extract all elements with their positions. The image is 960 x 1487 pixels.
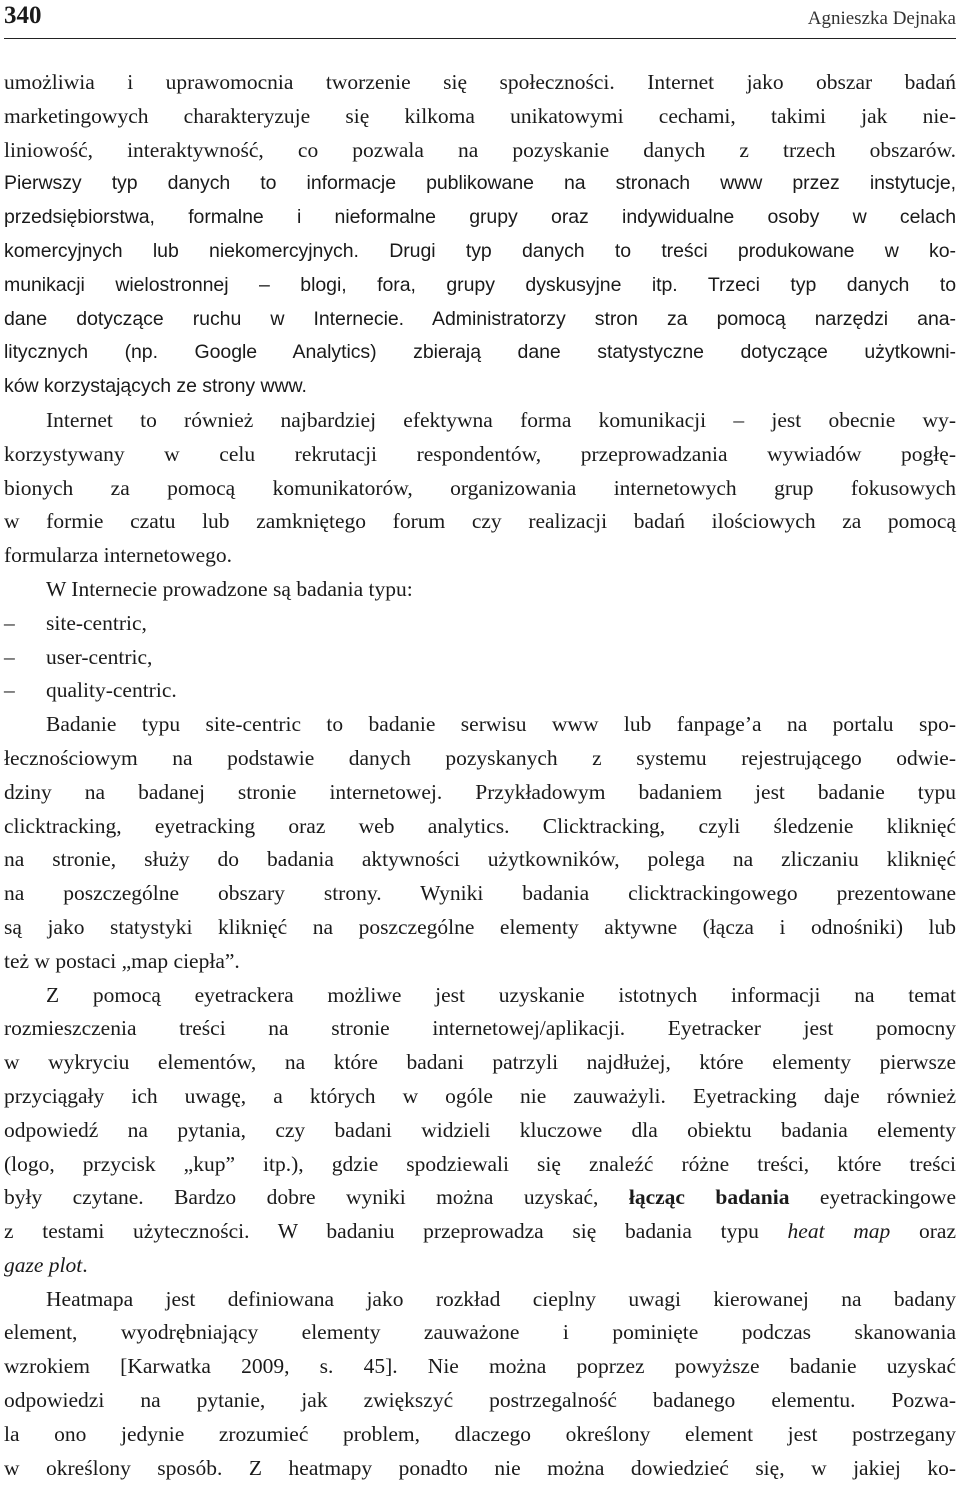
text-run: były czytane. Bardzo dobre wyniki można uzyskać, [4, 1185, 629, 1210]
dash-list [4, 607, 956, 708]
dash-bullet: – [4, 644, 15, 669]
body-text [4, 66, 956, 1485]
dash-bullet: – [4, 678, 15, 703]
paragraph [4, 66, 956, 404]
running-header [4, 0, 956, 39]
text-line: rozmieszczenia treści na stronie internetowej/aplikacji. Eyetracker jest pomocny [4, 1016, 956, 1041]
text-line: dane dotyczące ruchu w Internecie. Administratorzy stron za pomocą narzędzi ana- [4, 307, 956, 330]
text-line: na stronie, służy do badania aktywności użytkowników, polega na zliczaniu kliknięć [4, 847, 956, 872]
paragraph [4, 1283, 956, 1486]
text-line: przyciągały ich uwagę, a których w ogóle nie zauważyli. Eyetracking daje również [4, 1083, 956, 1108]
text-line: bionych za pomocą komunikatorów, organizowania internetowych grup fokusowych [4, 475, 956, 500]
list-item [4, 674, 956, 708]
text-line [4, 1215, 956, 1249]
text-line: Badanie typu site-centric to badanie serwisu www lub fanpage’a na portalu spo- [46, 712, 956, 737]
italic-term: gaze plot [4, 1252, 83, 1277]
text-line: w określony sposób. Z heatmapy ponadto nie można dowiedzieć się, w jakiej ko- [4, 1455, 956, 1480]
text-line: Internet to również najbardziej efektywna forma komunikacji – jest obecnie wy- [46, 407, 956, 432]
text-line: Pierwszy typ danych to informacje publikowane na stronach www przez instytucje, [4, 172, 956, 195]
text-line: ków korzystających ze strony www. [4, 375, 307, 398]
text-line: formularza internetowego. [4, 543, 233, 568]
text-line: są jako statystyki kliknięć na poszczególne elementy aktywne (łącza i odnośniki) lub [4, 914, 956, 939]
dash-bullet: – [4, 610, 15, 635]
text-line: łecznościowym na podstawie danych pozyskanych z systemu rejestrującego odwie- [4, 745, 956, 770]
text-line: odpowiedź na pytania, czy badani widzieli kluczowe dla obiektu badania elementy [4, 1117, 956, 1142]
text-line: element, wyodrębniający elementy zauważone i pominięte podczas skanowania [4, 1320, 956, 1345]
text-line: munikacji wielostronnej – blogi, fora, grupy dyskusyjne itp. Trzeci typ danych to [4, 273, 956, 296]
text-line: (logo, przycisk „kup” itp.), gdzie spodziewali się znaleźć różne treści, które treści [4, 1151, 956, 1176]
paragraph [4, 979, 956, 1283]
text-line: clicktracking, eyetracking oraz web analytics. Clicktracking, czyli śledzenie kliknięć [4, 813, 956, 838]
paragraph [4, 573, 956, 607]
paragraph [4, 708, 956, 978]
text-run: oraz [890, 1219, 957, 1244]
text-line: W Internecie prowadzone są badania typu: [46, 576, 413, 601]
text-run: eyetrackingowe [789, 1185, 956, 1210]
text-line: korzystywany w celu rekrutacji respondentów, przeprowadzania wywiadów pogłę- [4, 441, 956, 466]
page [4, 0, 957, 1480]
paragraph [4, 404, 956, 573]
list-item [4, 607, 956, 641]
text-line: w formie czatu lub zamkniętego forum czy realizacji badań ilościowych za pomocą [4, 509, 956, 534]
list-item [4, 641, 956, 675]
text-line: liniowość, interaktywność, co pozwala na pozyskanie danych z trzech obszarów. [4, 137, 956, 162]
page-number: 340 [4, 2, 42, 29]
text-line [4, 1181, 956, 1215]
list-item-text: user-centric, [46, 644, 153, 669]
text-line: komercyjnych lub niekomercyjnych. Drugi typ danych to treści produkowane w ko- [4, 239, 956, 262]
text-line: marketingowych charakteryzuje się kilkoma unikatowymi cechami, takimi jak nie- [4, 103, 956, 128]
text-line: na poszczególne obszary strony. Wyniki badania clicktrackingowego prezentowane [4, 881, 956, 906]
text-line: la ono jedynie zrozumieć problem, dlaczego określony element jest postrzegany [4, 1421, 956, 1446]
text-line: wzrokiem [Karwatka 2009, s. 45]. Nie można poprzez powyższe badanie uzyskać [4, 1354, 956, 1379]
text-line: w wykryciu elementów, na które badani patrzyli najdłużej, które elementy pierwsze [4, 1050, 956, 1075]
running-head-author: Agnieszka Dejnaka [807, 8, 956, 29]
text-line: Z pomocą eyetrackera możliwe jest uzyskanie istotnych informacji na temat [46, 982, 956, 1007]
bold-phrase: łącząc badania [628, 1185, 790, 1210]
text-run: . [82, 1252, 88, 1277]
text-line: przedsiębiorstwa, formalne i nieformalne grupy oraz indywidualne osoby w celach [4, 206, 956, 229]
text-line: Heatmapa jest definiowana jako rozkład cieplny uwagi kierowanej na badany [46, 1286, 956, 1311]
text-line: odpowiedzi na pytanie, jak zwiększyć postrzegalność badanego elementu. Pozwa- [4, 1388, 956, 1413]
text-line [4, 1249, 956, 1283]
italic-term: heat map [787, 1219, 891, 1244]
text-line: też w postaci „map ciepła”. [4, 948, 240, 973]
text-line: umożliwia i uprawomocnia tworzenie się społeczności. Internet jako obszar badań [4, 70, 956, 94]
text-line: dziny na badanej stronie internetowej. Przykładowym badaniem jest badanie typu [4, 779, 956, 804]
list-item-text: site-centric, [46, 610, 147, 635]
text-line: litycznych (np. Google Analytics) zbierają dane statystyczne dotyczące użytkowni- [4, 341, 956, 364]
text-run: z testami użyteczności. W badaniu przeprowadza się badania typu [4, 1219, 788, 1244]
list-item-text: quality-centric. [46, 678, 177, 703]
